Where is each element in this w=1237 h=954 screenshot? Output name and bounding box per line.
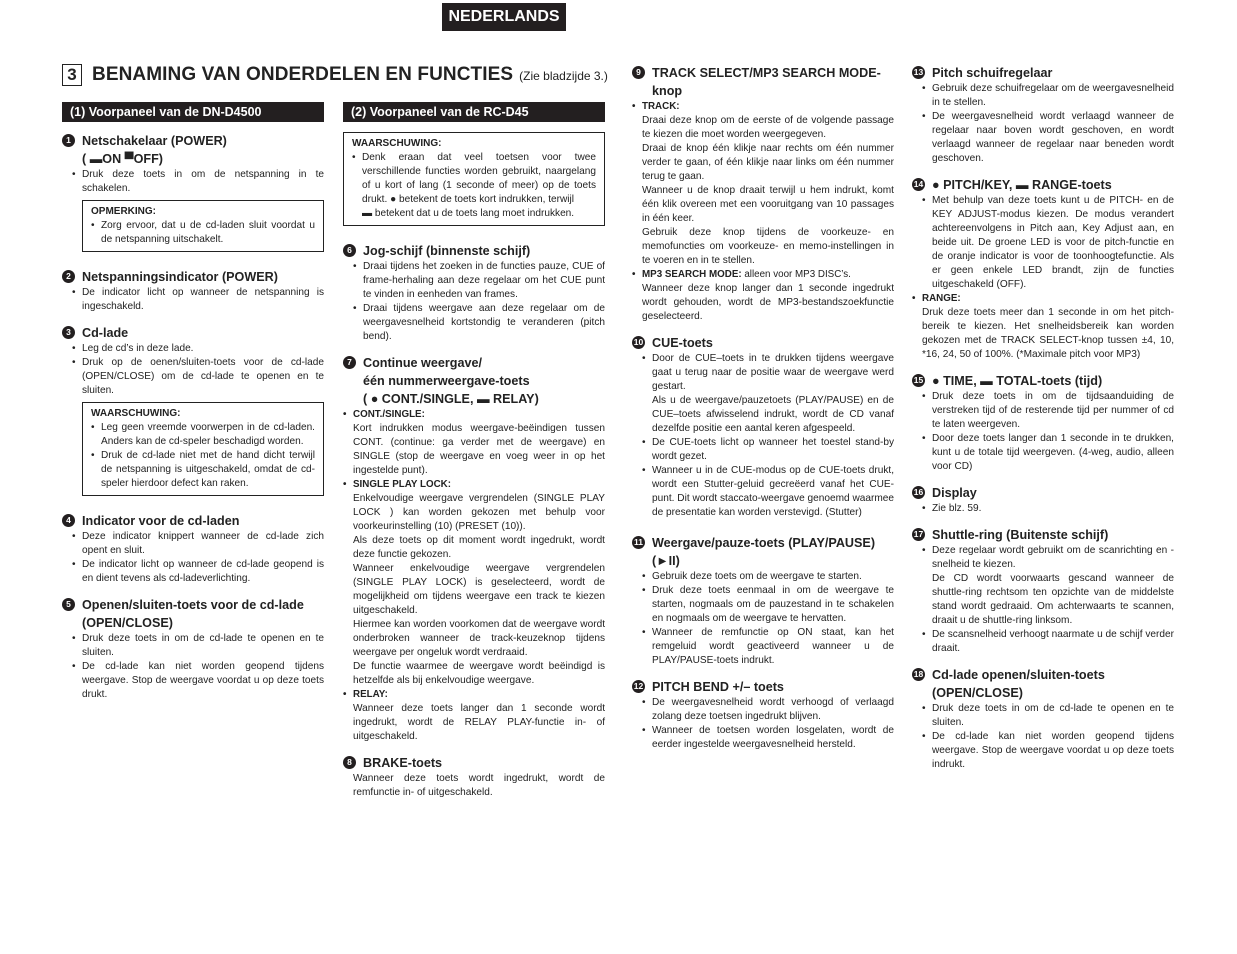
item-10-title: 10 CUE-toets [633,336,713,350]
section-bar-rc-d45: (2) Voorpaneel van de RC-D45 [343,102,605,122]
item-3-title: 3 Cd-lade [62,324,324,342]
section-number: 3 [62,64,82,86]
item-17-title: 17 Shuttle-ring (Buitenste schijf) [913,528,1109,542]
item-1-title: 1 Netschakelaar (POWER) ( ▬ON ▀OFF) [62,132,324,168]
item-2-title: 2 Netspanningsindicator (POWER) [62,268,324,286]
item-1-list: • Druk deze toets in om de netspanning in te schakelen. [62,168,324,196]
item-11-title: 11 Weergave/pauze-toets (PLAY/PAUSE) (►II) [634,536,876,568]
item-5-title: 5 Openen/sluiten-toets voor de cd-lade (OPEN/CLOSE) [62,596,324,632]
item-13-title: 13 Pitch schuifregelaar [913,66,1053,80]
note-waarschuwing-1: WAARSCHUWING: • Leg geen vreemde voorwerpen in de cd-laden. Anders kan de cd-speler beschadigd worden. • Druk de cd-lade niet met de hand dicht terwijl de netspanning is uitgeschakeld, omdat de cd-speler hierdoor defect kan raken. [82,402,324,496]
item-16-title: 16 Display [913,486,977,500]
language-tab: NEDERLANDS [442,3,566,31]
section-heading [62,64,608,86]
item-8-title: 8 BRAKE-toets [343,754,605,772]
section-title: BENAMING VAN ONDERDELEN EN FUNCTIES [92,64,514,85]
item-12-title: 12 PITCH BEND +/– toets [633,680,784,694]
item-14-title: 14 ● PITCH/KEY, ▬ RANGE-toets [913,178,1112,192]
column-2: (2) Voorpaneel van de RC-D45 WAARSCHUWING: • Denk eraan dat veel toetsen voor twee verschillende functies worden gebruikt, naargelang of u kort of lang (1 seconde of meer) op de toets drukt. ● betekent de toets kort indrukken, terwijl ▬ betekent dat u de toets lang moet indrukken. 6 Jog-schijf (binnenste schijf) • Draai tijdens het zoeken in de functies pauze, CUE of frame-herhaling aan deze regelaar om het CUE punt te vinden in eenheden van frames. • Draai tijdens weergave aan deze regelaar om de weergavesnelheid kortstondig te veranderen (pitch bend). 7 Continue weergave/ één nummerweergave-toets ( ● CONT./SINGLE, ▬ RELAY) • CONT./SINGLE: Kort indrukken modus weergave-beëindigen tussen CONT. (continue: ga verder met de weergave) en SINGLE (stop de weergave en voeg weer in op het ingestelde punt). • SINGLE PLAY LOCK: Enkelvoudige weergave vergrendelen (SINGLE PLAY LOCK ) kan worden gekozen met behulp voor voorkeurinstelling (10) (PRESET (10)). Als deze toets op dit moment wordt ingedrukt, wordt deze functie gekozen. Wanneer enkelvoudige weergave vergrendelen (SINGLE PLAY LOCK) is geselecteerd, wordt de mogelijkheid om tijdens weergave een track te kiezen uitgeschakeld. Hiermee kan worden voorkomen dat de weergave wordt onderbroken wanneer de track-keuzeknop tijdens weergave per ongeluk wordt verdraaid. De functie waarmee de weergave wordt beëindigd is hetzelfde als bij enkelvoudige weergave. • RELAY: Wanneer deze toets langer dan 1 seconde wordt ingedrukt, wordt de RELAY PLAY-functie in- of uitgeschakeld. 8 BRAKE-toets Wanneer deze toets wordt ingedrukt, wordt de remfunctie in- of uitgeschakeld. [343,102,605,800]
item-6-title: 6 Jog-schijf (binnenste schijf) [343,242,605,260]
note-waarschuwing-2: WAARSCHUWING: • Denk eraan dat veel toetsen voor twee verschillende functies worden gebruikt, naargelang of u kort of lang (1 seconde of meer) op de toets drukt. ● betekent de toets kort indrukken, terwijl ▬ betekent dat u de toets lang moet indrukken. [343,132,605,226]
section-bar-dn-d4500: (1) Voorpaneel van de DN-D4500 [62,102,324,122]
section-subtitle: (Zie bladzijde 3.) [519,69,608,83]
item-18-title: 18 Cd-lade openen/sluiten-toets (OPEN/CLOSE) [913,668,1105,700]
item-4-title: 4 Indicator voor de cd-laden [62,512,324,530]
item-7-title: 7 Continue weergave/ één nummerweergave-toets ( ● CONT./SINGLE, ▬ RELAY) [343,354,605,408]
column-3: 9 TRACK SELECT/MP3 SEARCH MODE-knop • TRACK: Draai deze knop om de eerste of de volgende passage te kiezen die moet worden weergegeven. Draai de knop één klikje naar rechts om één nummer verder te gaan, of één klikje naar links om één nummer terug te gaan. Wanneer u de knop draait terwijl u hem indrukt, komt één klik overeen met een vooruitgang van 10 passages in één keer. Gebruik deze knop tijdens de voorkeuze- en memofuncties om voorkeuze- en memo-instellingen in te voeren en in te stellen. • MP3 SEARCH MODE: alleen voor MP3 DISC’s. Wanneer deze knop langer dan 1 seconde ingedrukt wordt gehouden, wordt de MP3-bestandszoekfunctie geselecteerd. 10 CUE-toets • Door de CUE–toets in te drukken tijdens weergave gaat u terug naar de positie waar de weergave werd gestart. Als u de weergave/pauzetoets (PLAY/PAUSE) en de CUE–toets afwisselend indrukt, wordt de CD vanaf dezelfde positie een aantal keren afgespeeld. • De CUE-toets licht op wanneer het toestel stand-by wordt gezet. • Wanneer u in de CUE-modus op de CUE-toets drukt, wordt een Stutter-geluid gecreëerd vanaf het CUE-punt. Dit wordt staccato-weergave genoemd waarmee de presentatie kan worden verstevigd. (Stutter) 11 Weergave/pauze-toets (PLAY/PAUSE) (►II) • Gebruik deze toets om de weergave te starten. • Druk deze toets eenmaal in om de weergave te starten, nogmaals om de pauzestand in te schakelen en nogmaals om de weergave te hervatten. • Wanneer de remfunctie op ON staat, kan het remgeluid wordt geactiveerd wanneer u de PLAY/PAUSE-toets indrukt. 12 PITCH BEND +/– toets • De weergavesnelheid wordt verhoogd of verlaagd zolang deze toetsen ingedrukt blijven. • Wanneer de toetsen worden losgelaten, wordt de eerder ingestelde weergavesnelheid hersteld. [632,64,894,752]
column-4: 13 Pitch schuifregelaar • Gebruik deze schuifregelaar om de weergavesnelheid in te stellen. • De weergavesnelheid wordt verlaagd wanneer de regelaar naar boven wordt geschoven, en wordt verlaagd wanneer de regelaar naar beneden wordt geschoven. 14 ● PITCH/KEY, ▬ RANGE-toets • Met behulp van deze toets kunt u de PITCH- en de KEY ADJUST-modus kiezen. De modus verandert achtereenvolgens in Pitch aan, Key Adjust aan, en beide uit. De groene LED is voor de pitch-functie en de oranje indicator is voor de toonhoogtefunctie. Als er geen enkele LED brandt, zijn de functies uitgeschakeld (OFF). • RANGE: Druk deze toets meer dan 1 seconde in om het pitch-bereik te kiezen. Het snelheidsbereik kan worden gekozen met de TRACK SELECT-knop tussen ±4, 10, *16, 24, 50 of 100%. (*Maximale pitch voor MP3) 15 ● TIME, ▬ TOTAL-toets (tijd) • Druk deze toets in om de tijdsaanduiding de verstreken tijd of de resterende tijd per nummer of cd te laten weergeven. • Door deze toets langer dan 1 seconde in te drukken, kunt u de totale tijd weergeven. (4-weg, audio, alleen voor CD) 16 Display • Zie blz. 59. 17 Shuttle-ring (Buitenste schijf) • Deze regelaar wordt gebruikt om de scanrichting en -snelheid te kiezen. De CD wordt voorwaarts gescand wanneer de shuttle-ring rechtsom ten opzichte van de middelste stand wordt gedraaid. Om achterwaarts te scannen, draait u de shuttle-ring linksom. • De scansnelheid verhoogt naarmate u de schijf verder draait. 18 Cd-lade openen/sluiten-toets (OPEN/CLOSE) • Druk deze toets in om de cd-lade te openen en te sluiten. • De cd-lade kan niet worden geopend tijdens weergave. Stop de weergave voordat u op deze toets indrukt. [912,64,1174,772]
item-15-title: 15 ● TIME, ▬ TOTAL-toets (tijd) [913,374,1103,388]
note-opmerking: OPMERKING: • Zorg ervoor, dat u de cd-laden sluit voordat u de netspanning uitschakelt. [82,200,324,252]
item-9-title: 9 TRACK SELECT/MP3 SEARCH MODE-knop [632,64,894,100]
column-1: (1) Voorpaneel van de DN-D4500 1 Netschakelaar (POWER) ( ▬ON ▀OFF) • Druk deze toets in om de netspanning in te schakelen. OPMERKING: • Zorg ervoor, dat u de cd-laden sluit voordat u de netspanning uitschakelt. 2 Netspanningsindicator (POWER) • De indicator licht op wanneer de netspanning is ingeschakeld. 3 Cd-lade • Leg de cd’s in deze lade. • Druk op de oenen/sluiten-toets voor de cd-lade (OPEN/CLOSE) om de cd-lade te openen en te sluiten. WAARSCHUWING: • Leg geen vreemde voorwerpen in de cd-laden. Anders kan de cd-speler beschadigd worden. • Druk de cd-lade niet met de hand dicht terwijl de netspanning is uitgeschakeld, omdat de cd-speler hierdoor defect kan raken. 4 Indicator voor de cd-laden • Deze indicator knippert wanneer de cd-lade zich opent en sluit. • De indicator licht op wanneer de cd-lade geopend is en dient tevens als cd-ladeverlichting. 5 Openen/sluiten-toets voor de cd-lade (OPEN/CLOSE) • Druk deze toets in om de cd-lade te openen en te sluiten. • De cd-lade kan niet worden geopend tijdens weergave. Stop de weergave voordat u op deze toets drukt. [62,102,324,702]
